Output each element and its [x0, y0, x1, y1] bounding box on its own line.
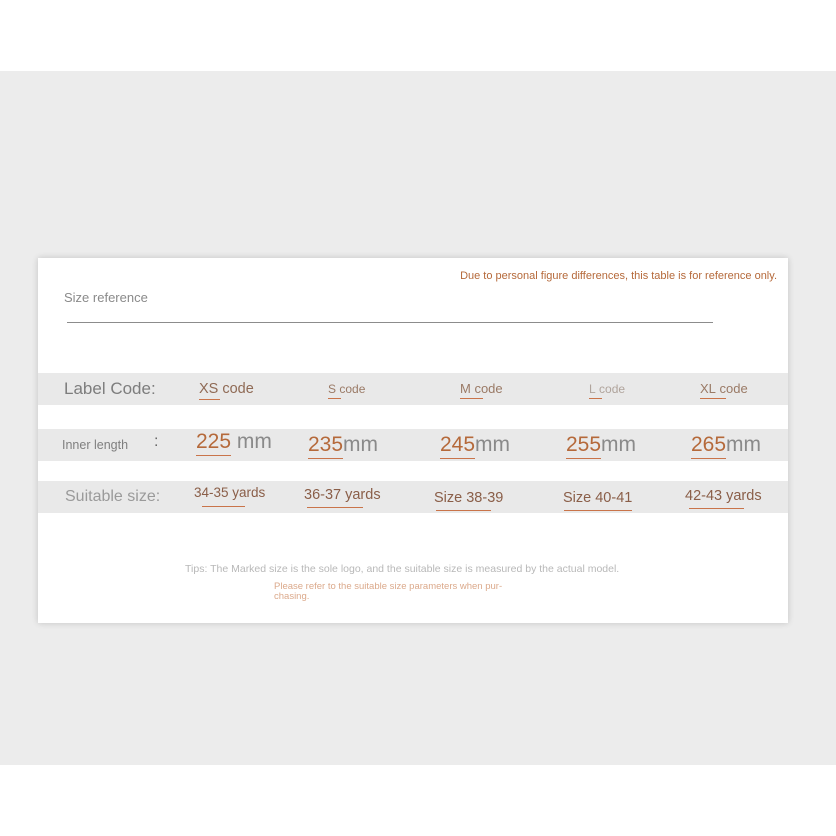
inner-length-row	[38, 429, 788, 461]
suitable-size-cell-s: 36-37 yards	[304, 479, 381, 511]
disclaimer-text: Due to personal figure differences, this table is for reference only.	[460, 270, 777, 282]
code-cell-rest: code	[336, 382, 366, 396]
code-cell-xs	[199, 373, 254, 405]
code-cell-main: XS	[199, 381, 218, 397]
inner-length-cell-xl	[691, 429, 761, 461]
tips-text: Tips: The Marked size is the sole logo, and the suitable size is measured by the actual model.	[185, 563, 620, 575]
length-value: 225	[196, 430, 231, 453]
length-unit: mm	[236, 430, 272, 453]
inner-length-label: Inner length	[62, 438, 129, 452]
inner-length-cell-s	[308, 429, 378, 461]
code-cell-main: L	[589, 382, 596, 396]
suitable-size-row	[38, 481, 788, 513]
suitable-size-cell-l: Size 40-41	[563, 482, 632, 514]
inner-length-cell-xs	[196, 426, 272, 458]
code-cell-main: M	[460, 381, 471, 396]
suitable-size-cell-xs: 34-35 yards	[194, 477, 265, 509]
length-value: 265	[691, 433, 726, 456]
inner-length-cell-l	[566, 429, 636, 461]
size-reference-title: Size reference	[64, 290, 148, 305]
code-cell-main: S	[328, 382, 336, 396]
code-cell-s	[328, 373, 365, 405]
code-cell-main: XL	[700, 381, 716, 396]
label-code-row	[38, 373, 788, 405]
purchase-note: Please refer to the suitable size parameters when pur- chasing.	[274, 581, 503, 602]
length-unit: mm	[601, 433, 637, 456]
suitable-size-cell-m: Size 38-39	[434, 482, 503, 514]
inner-length-colon: :	[154, 433, 159, 450]
code-cell-rest: code	[595, 382, 626, 396]
length-value: 235	[308, 433, 343, 456]
length-value: 255	[566, 433, 601, 456]
code-cell-xl	[700, 373, 748, 405]
length-unit: mm	[475, 433, 511, 456]
label-code-label: Label Code:	[64, 379, 156, 398]
suitable-size-label: Suitable size:	[65, 488, 161, 505]
size-reference-card	[38, 258, 788, 623]
suitable-size-cell-xl: 42-43 yards	[685, 480, 762, 512]
length-value: 245	[440, 433, 475, 456]
inner-length-cell-m	[440, 429, 510, 461]
title-divider	[67, 322, 713, 323]
length-unit: mm	[343, 433, 379, 456]
code-cell-rest: code	[218, 381, 254, 397]
length-unit: mm	[726, 433, 762, 456]
code-cell-m	[460, 373, 503, 405]
code-cell-rest: code	[470, 381, 503, 396]
code-cell-l	[589, 373, 625, 405]
code-cell-rest: code	[715, 381, 748, 396]
